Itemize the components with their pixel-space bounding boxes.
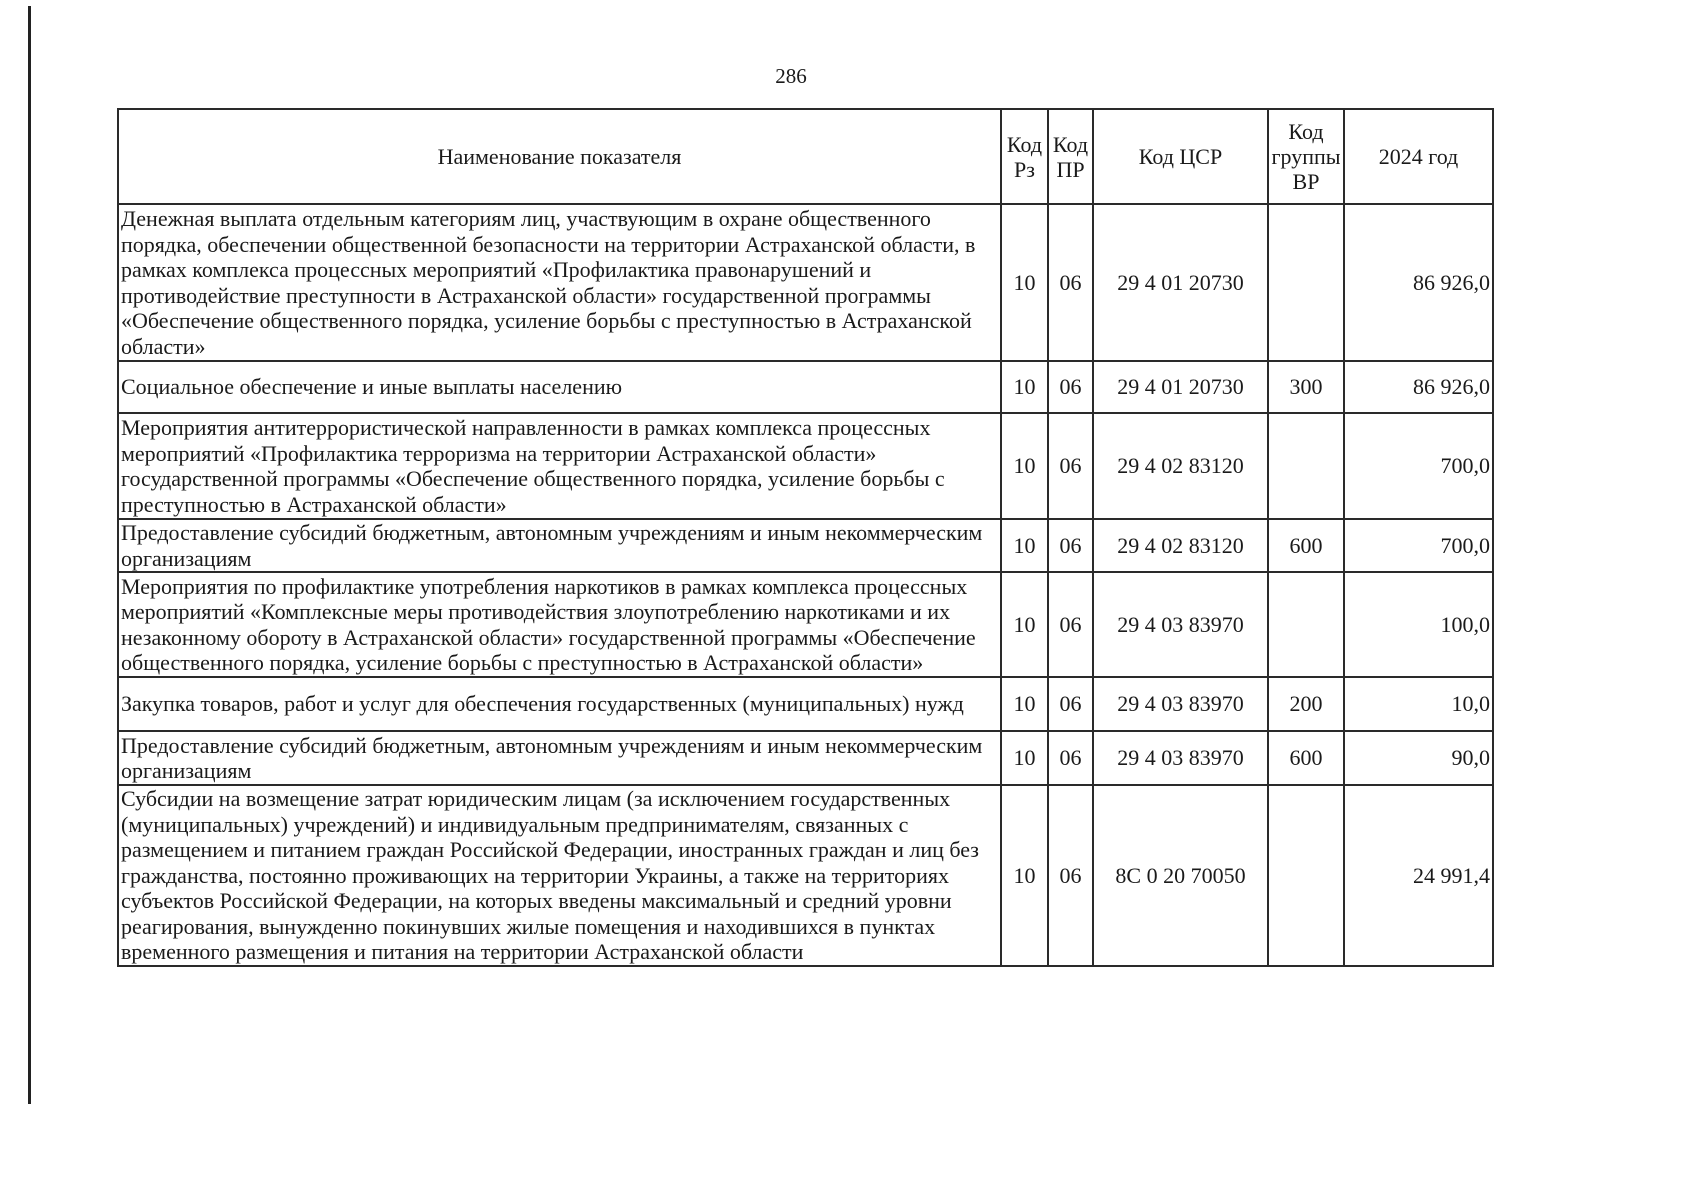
row-csr: 8С 0 20 70050 [1093,785,1268,966]
table-row [118,731,1493,785]
page-number: 286 [775,64,807,88]
row-vr: 600 [1268,519,1344,572]
header-year: 2024 год [1344,109,1493,204]
row-amount: 10,0 [1344,677,1493,731]
row-name: Социальное обеспечение и иные выплаты населению [118,361,1001,413]
row-name: Субсидии на возмещение затрат юридическим лицам (за исключением государственных (муниципальных) учреждений) и индивидуальным предпринимателям, связанных с размещением и питанием граждан Российской Федерации, иностранных граждан и лиц без гражданства, постоянно проживающих на территории Украины, а также на территориях субъектов Российской Федерации, на которых введены максимальный и средний уровни реагирования, вынужденно покинувших жилые помещения и находившихся в пунктах временного размещения и питания на территории Астраханской области [118,785,1001,966]
row-pr: 06 [1048,731,1093,785]
table-row [118,677,1493,731]
row-rz: 10 [1001,785,1048,966]
row-pr: 06 [1048,677,1093,731]
row-name: Предоставление субсидий бюджетным, автономным учреждениям и иным некоммерческим организациям [118,731,1001,785]
row-rz: 10 [1001,413,1048,519]
header-pr: Код ПР [1048,109,1093,204]
row-name: Мероприятия по профилактике употребления наркотиков в рамках комплекса процессных мероприятий «Комплексные меры противодействия злоупотреблению наркотиками и их незаконному обороту в Астраханской области» государственной программы «Обеспечение общественного порядка, усиление борьбы с преступностью в Астраханской области» [118,572,1001,677]
row-amount: 100,0 [1344,572,1493,677]
row-csr: 29 4 03 83970 [1093,677,1268,731]
row-csr: 29 4 03 83970 [1093,731,1268,785]
row-vr [1268,413,1344,519]
header-rz: Код Рз [1001,109,1048,204]
row-rz: 10 [1001,572,1048,677]
row-rz: 10 [1001,204,1048,361]
table-row [118,519,1493,572]
row-amount: 700,0 [1344,413,1493,519]
header-csr: Код ЦСР [1093,109,1268,204]
table-row [118,204,1493,361]
row-vr [1268,785,1344,966]
row-vr [1268,204,1344,361]
header-name: Наименование показателя [118,109,1001,204]
row-pr: 06 [1048,204,1093,361]
row-csr: 29 4 01 20730 [1093,361,1268,413]
row-pr: 06 [1048,519,1093,572]
row-name: Предоставление субсидий бюджетным, автономным учреждениям и иным некоммерческим организациям [118,519,1001,572]
row-pr: 06 [1048,572,1093,677]
row-amount: 86 926,0 [1344,204,1493,361]
binding-margin-line [28,6,31,1104]
row-csr: 29 4 02 83120 [1093,413,1268,519]
row-rz: 10 [1001,519,1048,572]
table-row [118,413,1493,519]
row-csr: 29 4 01 20730 [1093,204,1268,361]
budget-table [117,108,1494,967]
row-rz: 10 [1001,361,1048,413]
row-pr: 06 [1048,785,1093,966]
row-amount: 86 926,0 [1344,361,1493,413]
row-amount: 24 991,4 [1344,785,1493,966]
row-vr: 600 [1268,731,1344,785]
row-name: Закупка товаров, работ и услуг для обеспечения государственных (муниципальных) нужд [118,677,1001,731]
header-vr: Код группы ВР [1268,109,1344,204]
row-vr: 200 [1268,677,1344,731]
row-vr [1268,572,1344,677]
row-pr: 06 [1048,413,1093,519]
table-header-row [118,109,1493,204]
table-row [118,785,1493,966]
row-name: Мероприятия антитеррористической направленности в рамках комплекса процессных мероприятий «Профилактика терроризма на территории Астраханской области» государственной программы «Обеспечение общественного порядка, усиление борьбы с преступностью в Астраханской области» [118,413,1001,519]
row-amount: 90,0 [1344,731,1493,785]
table-row [118,572,1493,677]
row-rz: 10 [1001,677,1048,731]
row-amount: 700,0 [1344,519,1493,572]
row-pr: 06 [1048,361,1093,413]
table-row [118,361,1493,413]
row-vr: 300 [1268,361,1344,413]
row-name: Денежная выплата отдельным категориям лиц, участвующим в охране общественного порядка, обеспечении общественной безопасности на территории Астраханской области, в рамках комплекса процессных мероприятий «Профилактика правонарушений и противодействие преступности в Астраханской области» государственной программы «Обеспечение общественного порядка, усиление борьбы с преступностью в Астраханской области» [118,204,1001,361]
row-csr: 29 4 03 83970 [1093,572,1268,677]
row-csr: 29 4 02 83120 [1093,519,1268,572]
row-rz: 10 [1001,731,1048,785]
